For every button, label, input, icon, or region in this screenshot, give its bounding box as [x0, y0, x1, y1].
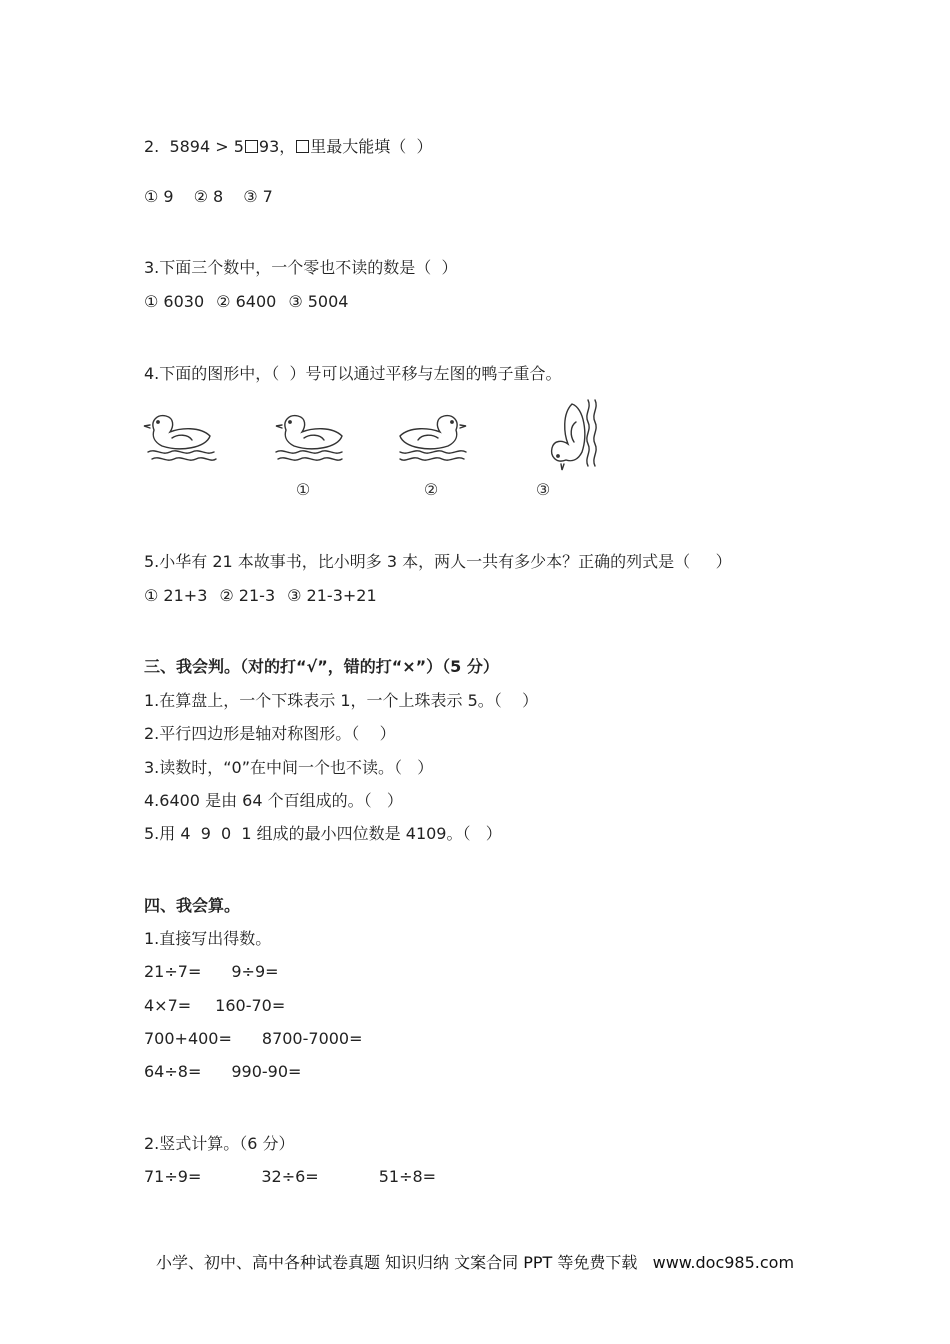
q4-stem: 4.下面的图形中，（ ）号可以通过平移与左图的鸭子重合。 — [144, 364, 562, 383]
calc-item: 4×7= — [144, 996, 192, 1015]
duck-figure — [140, 392, 600, 502]
q3-option-3: ③ 5004 — [288, 292, 349, 311]
option2-label: ② — [423, 480, 439, 499]
q3-stem: 3.下面三个数中，一个零也不读的数是（ ） — [144, 258, 458, 277]
calc-item: 160-70= — [215, 996, 286, 1015]
calc-item: 700+400= — [144, 1029, 232, 1048]
q5-option-1: ① 21+3 — [144, 586, 208, 605]
option1-label: ① — [295, 480, 311, 499]
q2-options — [144, 186, 273, 208]
judge-item-3: 3.读数时，“0”在中间一个也不读。（ ） — [144, 758, 434, 777]
calc-item: 9÷9= — [231, 962, 279, 981]
blank-box — [245, 140, 258, 153]
calc-row-2 — [144, 995, 285, 1017]
q3-options — [144, 291, 348, 313]
calc-item: 990-90= — [231, 1062, 302, 1081]
q5-option-2: ② 21-3 — [219, 586, 276, 605]
q2-middle: 93， — [258, 137, 296, 156]
reference-duck-icon — [144, 416, 216, 461]
q2-prefix: 2. 5894 > 5 — [144, 137, 244, 156]
judge-item-1: 1.在算盘上，一个下珠表示 1，一个上珠表示 5。（ ） — [144, 691, 539, 710]
vertical-calc-item: 71÷9= — [144, 1167, 202, 1186]
calc-row-4 — [144, 1061, 301, 1083]
q5-options — [144, 585, 377, 607]
q5-stem: 5.小华有 21 本故事书，比小明多 3 本，两人一共有多少本？正确的列式是（ ） — [144, 552, 732, 571]
option3-duck-icon — [552, 400, 597, 470]
judge-item-5: 5.用 4 9 0 1 组成的最小四位数是 4109。（ ） — [144, 824, 502, 843]
q2-option-1: ① 9 — [144, 187, 174, 206]
judge-item-4: 4.6400 是由 64 个百组成的。（ ） — [144, 791, 403, 810]
judge-item-2: 2.平行四边形是轴对称图形。（ ） — [144, 724, 396, 743]
section4-title: 四、我会算。 — [144, 896, 241, 915]
section3-title: 三、我会判。（对的打“√”，错的打“×”）（5 分） — [144, 657, 499, 676]
duck-illustrations — [140, 392, 600, 502]
calc-item: 64÷8= — [144, 1062, 202, 1081]
q2-suffix: 里最大能填（ ） — [310, 137, 433, 156]
section4-sub2: 2.竖式计算。（6 分） — [144, 1134, 295, 1153]
section4-sub1: 1.直接写出得数。 — [144, 929, 272, 948]
calc-item: 21÷7= — [144, 962, 202, 981]
q3-option-2: ② 6400 — [216, 292, 277, 311]
vertical-calc-item: 51÷8= — [378, 1167, 437, 1186]
q2-option-2: ② 8 — [193, 187, 224, 206]
calc-row-3 — [144, 1028, 363, 1050]
footer-banner: 小学、初中、高中各种试卷真题 知识归纳 文案合同 PPT 等免费下载 www.doc985.com — [155, 1253, 795, 1272]
vertical-calc-row — [144, 1166, 436, 1188]
q2-stem — [144, 136, 432, 158]
q5-option-3: ③ 21-3+21 — [287, 586, 377, 605]
option2-duck-icon — [400, 416, 466, 461]
q2-option-3: ③ 7 — [243, 187, 273, 206]
q3-option-1: ① 6030 — [144, 292, 205, 311]
option3-label: ③ — [535, 480, 551, 499]
vertical-calc-item: 32÷6= — [261, 1167, 319, 1186]
blank-box — [296, 140, 309, 153]
option1-duck-icon — [276, 416, 342, 461]
calc-row-1 — [144, 961, 279, 983]
calc-item: 8700-7000= — [261, 1029, 363, 1048]
